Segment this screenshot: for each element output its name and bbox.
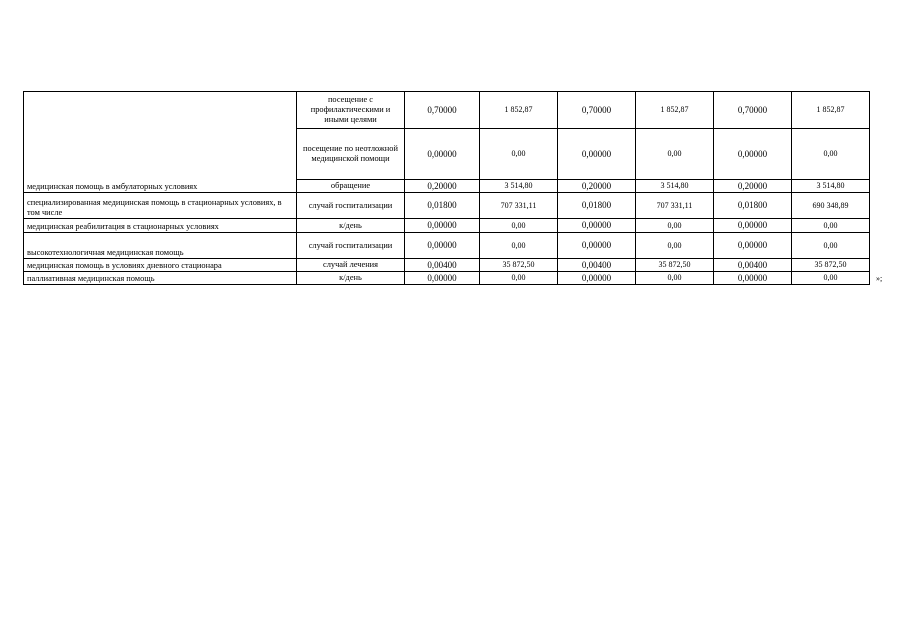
rate-cell: 0,00000 — [714, 272, 792, 285]
rate-cell: 0,20000 — [714, 180, 792, 193]
care-type-cell: высокотехнологичная медицинская помощь — [24, 233, 297, 259]
rate-cell: 0,00400 — [405, 259, 480, 272]
cost-cell: 1 852,87 — [792, 92, 870, 129]
unit-cell: к/день — [297, 219, 405, 233]
cost-cell: 1 852,87 — [636, 92, 714, 129]
rate-cell: 0,20000 — [405, 180, 480, 193]
cost-cell: 690 348,89 — [792, 193, 870, 219]
unit-cell: посещение по неотложной медицинской помощи — [297, 129, 405, 180]
rate-cell: 0,00400 — [558, 259, 636, 272]
cost-cell: 707 331,11 — [480, 193, 558, 219]
cost-cell: 0,00 — [480, 272, 558, 285]
cost-cell: 0,00 — [636, 272, 714, 285]
unit-cell: случай лечения — [297, 259, 405, 272]
unit-cell: случай госпитализации — [297, 193, 405, 219]
care-type-cell: паллиативная медицинская помощь — [24, 272, 297, 285]
cost-cell: 35 872,50 — [636, 259, 714, 272]
cost-cell: 0,00 — [792, 272, 870, 285]
cost-cell: 0,00 — [480, 233, 558, 259]
cost-cell: 0,00 — [636, 129, 714, 180]
rate-cell: 0,00000 — [558, 219, 636, 233]
rate-cell: 0,00000 — [714, 129, 792, 180]
rate-cell: 0,70000 — [558, 92, 636, 129]
cost-cell: 0,00 — [636, 219, 714, 233]
care-type-cell: медицинская помощь в амбулаторных условиях — [24, 92, 297, 193]
cost-cell: 707 331,11 — [636, 193, 714, 219]
rate-cell: 0,00000 — [714, 219, 792, 233]
cost-cell: 0,00 — [792, 233, 870, 259]
rate-cell: 0,00000 — [714, 233, 792, 259]
care-type-cell: медицинская реабилитация в стационарных условиях — [24, 219, 297, 233]
table-row — [24, 272, 870, 285]
unit-cell: обращение — [297, 180, 405, 193]
cost-cell: 3 514,80 — [792, 180, 870, 193]
rate-cell: 0,00000 — [558, 272, 636, 285]
cost-cell: 3 514,80 — [636, 180, 714, 193]
cost-cell: 35 872,50 — [480, 259, 558, 272]
table-row — [24, 219, 870, 233]
care-type-cell: медицинская помощь в условиях дневного стационара — [24, 259, 297, 272]
unit-cell: к/день — [297, 272, 405, 285]
cost-cell: 0,00 — [480, 129, 558, 180]
rate-cell: 0,00000 — [405, 233, 480, 259]
rate-cell: 0,70000 — [405, 92, 480, 129]
cost-cell: 3 514,80 — [480, 180, 558, 193]
unit-cell: посещение с профилактическими и иными целями — [297, 92, 405, 129]
cost-cell: 35 872,50 — [792, 259, 870, 272]
rate-cell: 0,00000 — [405, 129, 480, 180]
table-row — [24, 259, 870, 272]
rate-cell: 0,00000 — [558, 129, 636, 180]
unit-cell: случай госпитализации — [297, 233, 405, 259]
care-type-cell: специализированная медицинская помощь в стационарных условиях, в том числе — [24, 193, 297, 219]
rate-cell: 0,01800 — [714, 193, 792, 219]
rate-cell: 0,00400 — [714, 259, 792, 272]
rate-cell: 0,00000 — [405, 272, 480, 285]
rate-cell: 0,20000 — [558, 180, 636, 193]
rate-cell: 0,01800 — [405, 193, 480, 219]
standards-table — [23, 91, 870, 285]
table-row — [24, 92, 870, 129]
rate-cell: 0,00000 — [558, 233, 636, 259]
cost-cell: 0,00 — [636, 233, 714, 259]
cost-cell: 0,00 — [480, 219, 558, 233]
cost-cell: 1 852,87 — [480, 92, 558, 129]
rate-cell: 0,01800 — [558, 193, 636, 219]
table-row — [24, 193, 870, 219]
cost-cell: 0,00 — [792, 129, 870, 180]
cost-cell: 0,00 — [792, 219, 870, 233]
rate-cell: 0,70000 — [714, 92, 792, 129]
table-row — [24, 233, 870, 259]
rate-cell: 0,00000 — [405, 219, 480, 233]
closing-quote-mark: »; — [876, 274, 883, 283]
